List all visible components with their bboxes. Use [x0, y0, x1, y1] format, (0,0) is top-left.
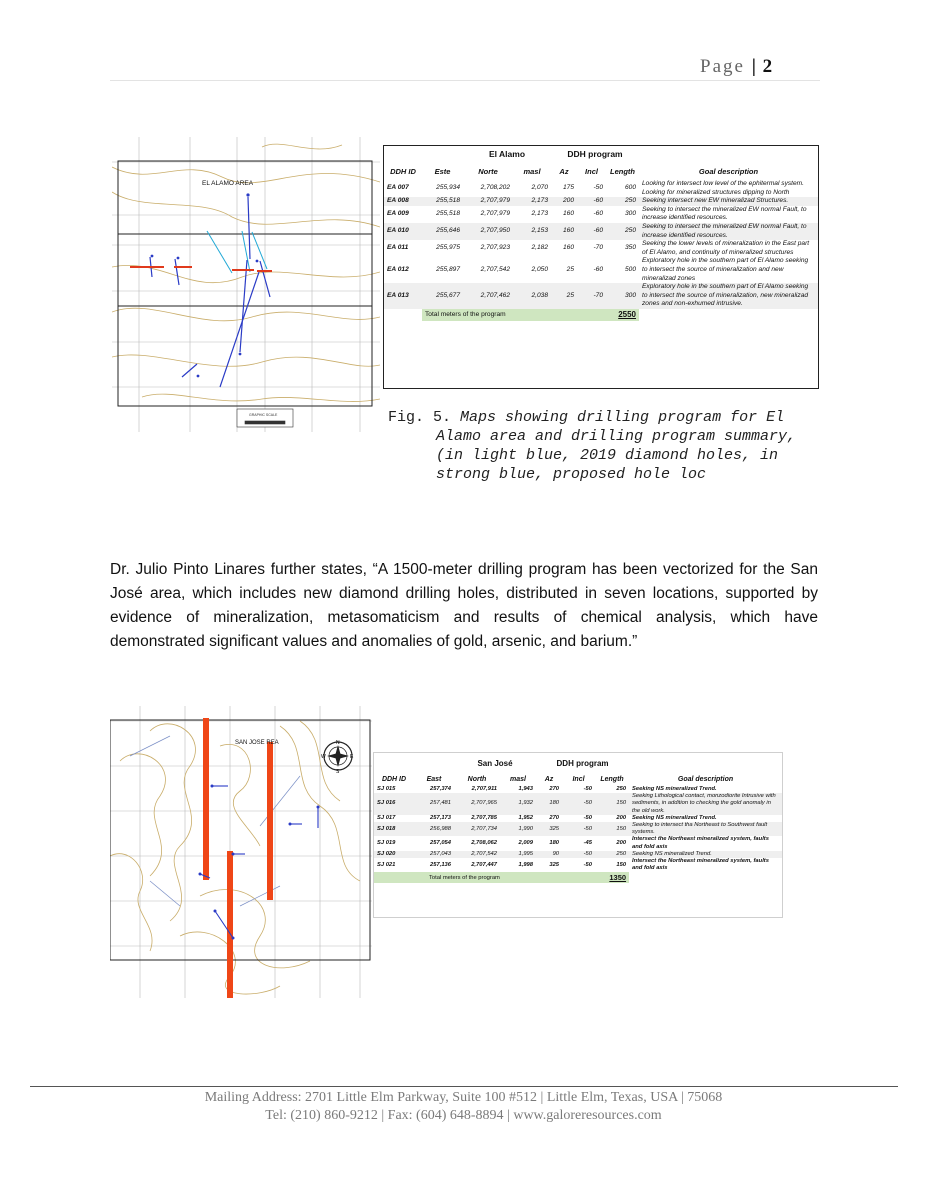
table-cell: EA 009: [387, 210, 409, 218]
table-cell: 200: [616, 840, 627, 847]
table-cell: 257,481: [414, 793, 454, 815]
san-jose-map: [110, 706, 372, 998]
table-row: [384, 180, 818, 197]
table-cell: 25: [551, 283, 577, 309]
el-alamo-ddh-table: [383, 145, 819, 389]
table-cell: 250: [606, 197, 639, 206]
page-number: 2: [762, 56, 773, 77]
table-cell: 255,518: [436, 210, 460, 218]
table-cell: 2,707,462: [463, 283, 513, 309]
footer-address: Mailing Address: 2701 Little Elm Parkway, Suite 100 #512 | Little Elm, Texas, USA | 75068: [204, 1090, 723, 1105]
table-cell: EA 007: [387, 184, 409, 192]
table-cell: 2,009: [518, 840, 534, 847]
graphic-scale-label: GRAPHIC SCALE: [249, 413, 278, 417]
goal-description-cell: Seeking NS mineralized Trend.: [629, 851, 782, 858]
table-cell: SJ 016: [374, 793, 414, 815]
table2-col-header: East: [426, 776, 442, 783]
table-cell: 2,707,950: [463, 223, 513, 240]
table-cell: 600: [624, 184, 636, 192]
table1-col-header: Norte: [478, 166, 498, 176]
compass-w: W: [321, 754, 326, 760]
table1-col-header: Este: [434, 166, 451, 176]
table1-title-left: El Alamo: [488, 149, 526, 159]
page-header: [700, 56, 850, 78]
table-cell: 2,708,202: [480, 184, 510, 192]
table-cell: 90: [536, 851, 562, 858]
table-cell: SJ 017: [377, 814, 396, 821]
table-cell: 255,975: [436, 244, 460, 252]
table-cell: 257,136: [430, 861, 451, 868]
table-cell: SJ 015: [377, 786, 396, 792]
footer-contact: Tel: (210) 860-9212 | Fax: (604) 648-8894 | www.galoreresources.com: [265, 1108, 662, 1123]
table-cell: 270: [549, 814, 560, 821]
goal-description-cell: Exploratory hole in the southern part of El Alamo seeking to intersect the source of mineralization and new mineralizad zones: [642, 257, 809, 282]
table-row: [384, 257, 818, 283]
table2-title-left: San José: [477, 758, 513, 768]
table-cell: 180: [536, 793, 562, 815]
table-cell: 150: [616, 861, 627, 868]
table1-total-label: Total meters of the program: [422, 309, 606, 321]
table-cell: 257,043: [414, 851, 454, 858]
caption-text: Maps showing drilling program for El Alamo area and drilling program summary, (in light blue, 2019 diamond holes, in strong blue, proposed hole loc: [436, 409, 797, 483]
goal-description-cell: Exploratory hole in the southern part of El Alamo seeking to intersect the source of mineralization, new mineralizad zones and non-exhumed intrusive.: [639, 283, 818, 309]
table2-col-header: masl: [510, 776, 526, 783]
table-cell: 2,707,923: [480, 244, 510, 252]
table-cell: -60: [577, 197, 606, 206]
table-cell: -50: [583, 814, 593, 821]
table2-total-row: [374, 872, 782, 883]
table-cell: 2,153: [513, 223, 551, 240]
table-cell: 175: [562, 184, 574, 192]
table-cell: 2,050: [531, 265, 548, 273]
table-cell: -50: [562, 793, 595, 815]
table-cell: 2,173: [513, 197, 551, 206]
table-cell: 257,173: [430, 814, 451, 821]
table-row: [384, 240, 818, 257]
table1-col-header: DDH ID: [390, 166, 416, 176]
table-cell: -70: [577, 283, 606, 309]
table-cell: 250: [595, 851, 629, 858]
table-cell: 257,054: [430, 840, 451, 847]
table1-col-header: Goal description: [698, 166, 759, 176]
page-separator: |: [751, 56, 756, 77]
table-cell: 160: [551, 223, 577, 240]
table-cell: 2,038: [513, 283, 551, 309]
table1-total-row: [384, 309, 818, 321]
header-rule: [110, 80, 820, 81]
table-row: [374, 836, 782, 850]
table-cell: SJ 019: [377, 840, 396, 847]
goal-description-cell: Looking for intersect low level of the ephitermal system. Looking for mineralized structures dipping to North: [642, 180, 804, 196]
table-cell: 255,646: [422, 223, 463, 240]
table-cell: -45: [583, 840, 593, 847]
goal-description-cell: Seeking the lower levels of mineralization in the East part of El Alamo, and continuity of mineralized structures: [642, 240, 810, 256]
table-cell: -50: [593, 184, 603, 192]
table-cell: 2,707,979: [480, 210, 510, 218]
table1-total-value: 2550: [606, 309, 639, 321]
table-cell: 250: [606, 223, 639, 240]
table-row: [374, 786, 782, 793]
table-cell: EA 010: [384, 223, 422, 240]
table-cell: 160: [562, 244, 574, 252]
table-cell: 255,897: [436, 265, 460, 273]
table2-col-header: Incl: [572, 776, 585, 783]
compass-rose: [321, 740, 354, 775]
san-jose-area-label: SAN JOSE REA: [235, 740, 279, 746]
table-cell: 150: [595, 793, 629, 815]
table-cell: 1,932: [500, 793, 536, 815]
goal-description-cell: Intersect the Northeast mineralized system, faults and fold axis: [632, 858, 769, 872]
table-cell: -50: [583, 861, 593, 868]
table-cell: 2,707,542: [454, 851, 500, 858]
table-cell: 25: [566, 265, 574, 273]
body-paragraph: Dr. Julio Pinto Linares further states, “A 1500-meter drilling program has been vectorized for the San José area, which includes new diamond drilling holes, distributed in seven locations, supported by evidence of mineralization, metasomaticism and results of chemical analysis, which have demonstrated significant values and anomalies of gold, arsenic, and barium.”: [110, 561, 818, 650]
el-alamo-area-label: EL ALAMO AREA: [202, 180, 254, 187]
table-cell: 2,173: [531, 210, 548, 218]
table-cell: -50: [562, 851, 595, 858]
table-row: [384, 283, 818, 309]
table-cell: SJ 021: [377, 861, 396, 868]
table-cell: 256,988: [414, 822, 454, 836]
table2-header-row: [374, 773, 782, 786]
table-cell: 270: [549, 786, 560, 792]
table-cell: 1,943: [518, 786, 534, 792]
goal-description-cell: Seeking intersect new EW mineralizad Structures.: [639, 197, 818, 206]
table-cell: 255,934: [436, 184, 460, 192]
table-cell: 250: [616, 786, 627, 792]
table-cell: 1,952: [518, 814, 534, 821]
table-cell: 300: [606, 283, 639, 309]
table-row: [384, 223, 818, 240]
table-cell: 2,707,734: [454, 822, 500, 836]
el-alamo-map: [112, 137, 380, 432]
table-cell: 2,707,447: [471, 861, 497, 868]
table2-total-label: Total meters of the program: [374, 872, 595, 883]
table2-title-right: DDH program: [556, 758, 609, 768]
table-cell: SJ 018: [374, 822, 414, 836]
table-cell: 255,518: [422, 197, 463, 206]
table1-title-right: DDH program: [567, 149, 623, 159]
goal-description-cell: Seeking to intersect the mineralized EW normal Fault, to increase identified resources.: [639, 223, 818, 240]
table-cell: -60: [593, 210, 603, 218]
compass-n: N: [336, 740, 340, 746]
table-cell: 350: [624, 244, 636, 252]
table-row: [374, 858, 782, 872]
table2-total-value: 1350: [595, 872, 629, 883]
table-row: [374, 822, 782, 836]
table-cell: -50: [583, 786, 593, 792]
table-cell: 2,707,785: [471, 814, 497, 821]
table-cell: -50: [562, 822, 595, 836]
table-cell: 160: [562, 210, 574, 218]
table-cell: 180: [549, 840, 560, 847]
table-cell: 255,677: [422, 283, 463, 309]
table-cell: 257,374: [430, 786, 451, 792]
table2-col-header: North: [467, 776, 487, 783]
page-word: Page: [700, 56, 745, 77]
table-cell: EA 013: [384, 283, 422, 309]
goal-description-cell: Seeking Lithological contact, monzodiorite Intrusive with sediments, in addition to checking the gold anomaly in the old work.: [629, 793, 782, 815]
table-cell: 2,707,965: [454, 793, 500, 815]
table-cell: 2,707,979: [463, 197, 513, 206]
table-cell: 2,707,542: [480, 265, 510, 273]
table2-col-header: Az: [544, 776, 554, 783]
table2-col-header: DDH ID: [381, 776, 407, 783]
table-row: [374, 793, 782, 815]
table-cell: -60: [593, 265, 603, 273]
table-cell: 2,182: [531, 244, 548, 252]
table-cell: 200: [551, 197, 577, 206]
table-cell: 325: [549, 861, 560, 868]
table-cell: SJ 020: [374, 851, 414, 858]
table-cell: 1,990: [500, 822, 536, 836]
table-cell: 2,708,062: [471, 840, 497, 847]
table-cell: 2,707,911: [471, 786, 497, 792]
table1-col-header: Length: [610, 166, 635, 176]
table-cell: 325: [536, 822, 562, 836]
table-cell: 500: [624, 265, 636, 273]
table-cell: 1,995: [500, 851, 536, 858]
goal-description-cell: Seeking NS mineralized Trend.: [632, 786, 717, 792]
san-jose-ddh-table: [373, 752, 783, 918]
table1-col-header: masl: [523, 166, 541, 176]
table-cell: 1,998: [518, 861, 534, 868]
table1-col-header: Az: [559, 166, 569, 176]
goal-description-cell: Intersect the Northeast mineralized system, faults and fold axis: [632, 836, 769, 850]
compass-e: E: [350, 754, 354, 760]
table-row: [374, 815, 782, 822]
caption-lead: Fig. 5.: [388, 409, 452, 426]
goal-description-cell: Seeking to intersect tha Northeast to Southwest fault systems.: [629, 822, 782, 836]
table-cell: 200: [616, 814, 627, 821]
goal-description-cell: Seeking to intersect the mineralized EW normal Fault, to increase identified resources.: [642, 205, 807, 222]
table-cell: 300: [624, 210, 636, 218]
table1-col-header: Incl: [585, 166, 598, 176]
table-cell: EA 008: [384, 197, 422, 206]
table-cell: EA 011: [387, 244, 409, 252]
footer-rule: [30, 1086, 898, 1087]
table-cell: -60: [577, 223, 606, 240]
table-cell: 2,070: [531, 184, 548, 192]
compass-s: S: [336, 769, 340, 775]
table-row: [384, 197, 818, 206]
table-cell: 150: [595, 822, 629, 836]
table2-col-header: Length: [600, 776, 624, 783]
table1-header-row: [384, 162, 818, 180]
figure-caption: [388, 408, 818, 503]
table2-col-header: Goal description: [677, 776, 734, 783]
goal-description-cell: Seeking NS mineralized Trend.: [632, 814, 717, 821]
table-row: [374, 851, 782, 858]
table-cell: -70: [593, 244, 603, 252]
table-row: [384, 206, 818, 223]
table-cell: EA 012: [387, 265, 409, 273]
